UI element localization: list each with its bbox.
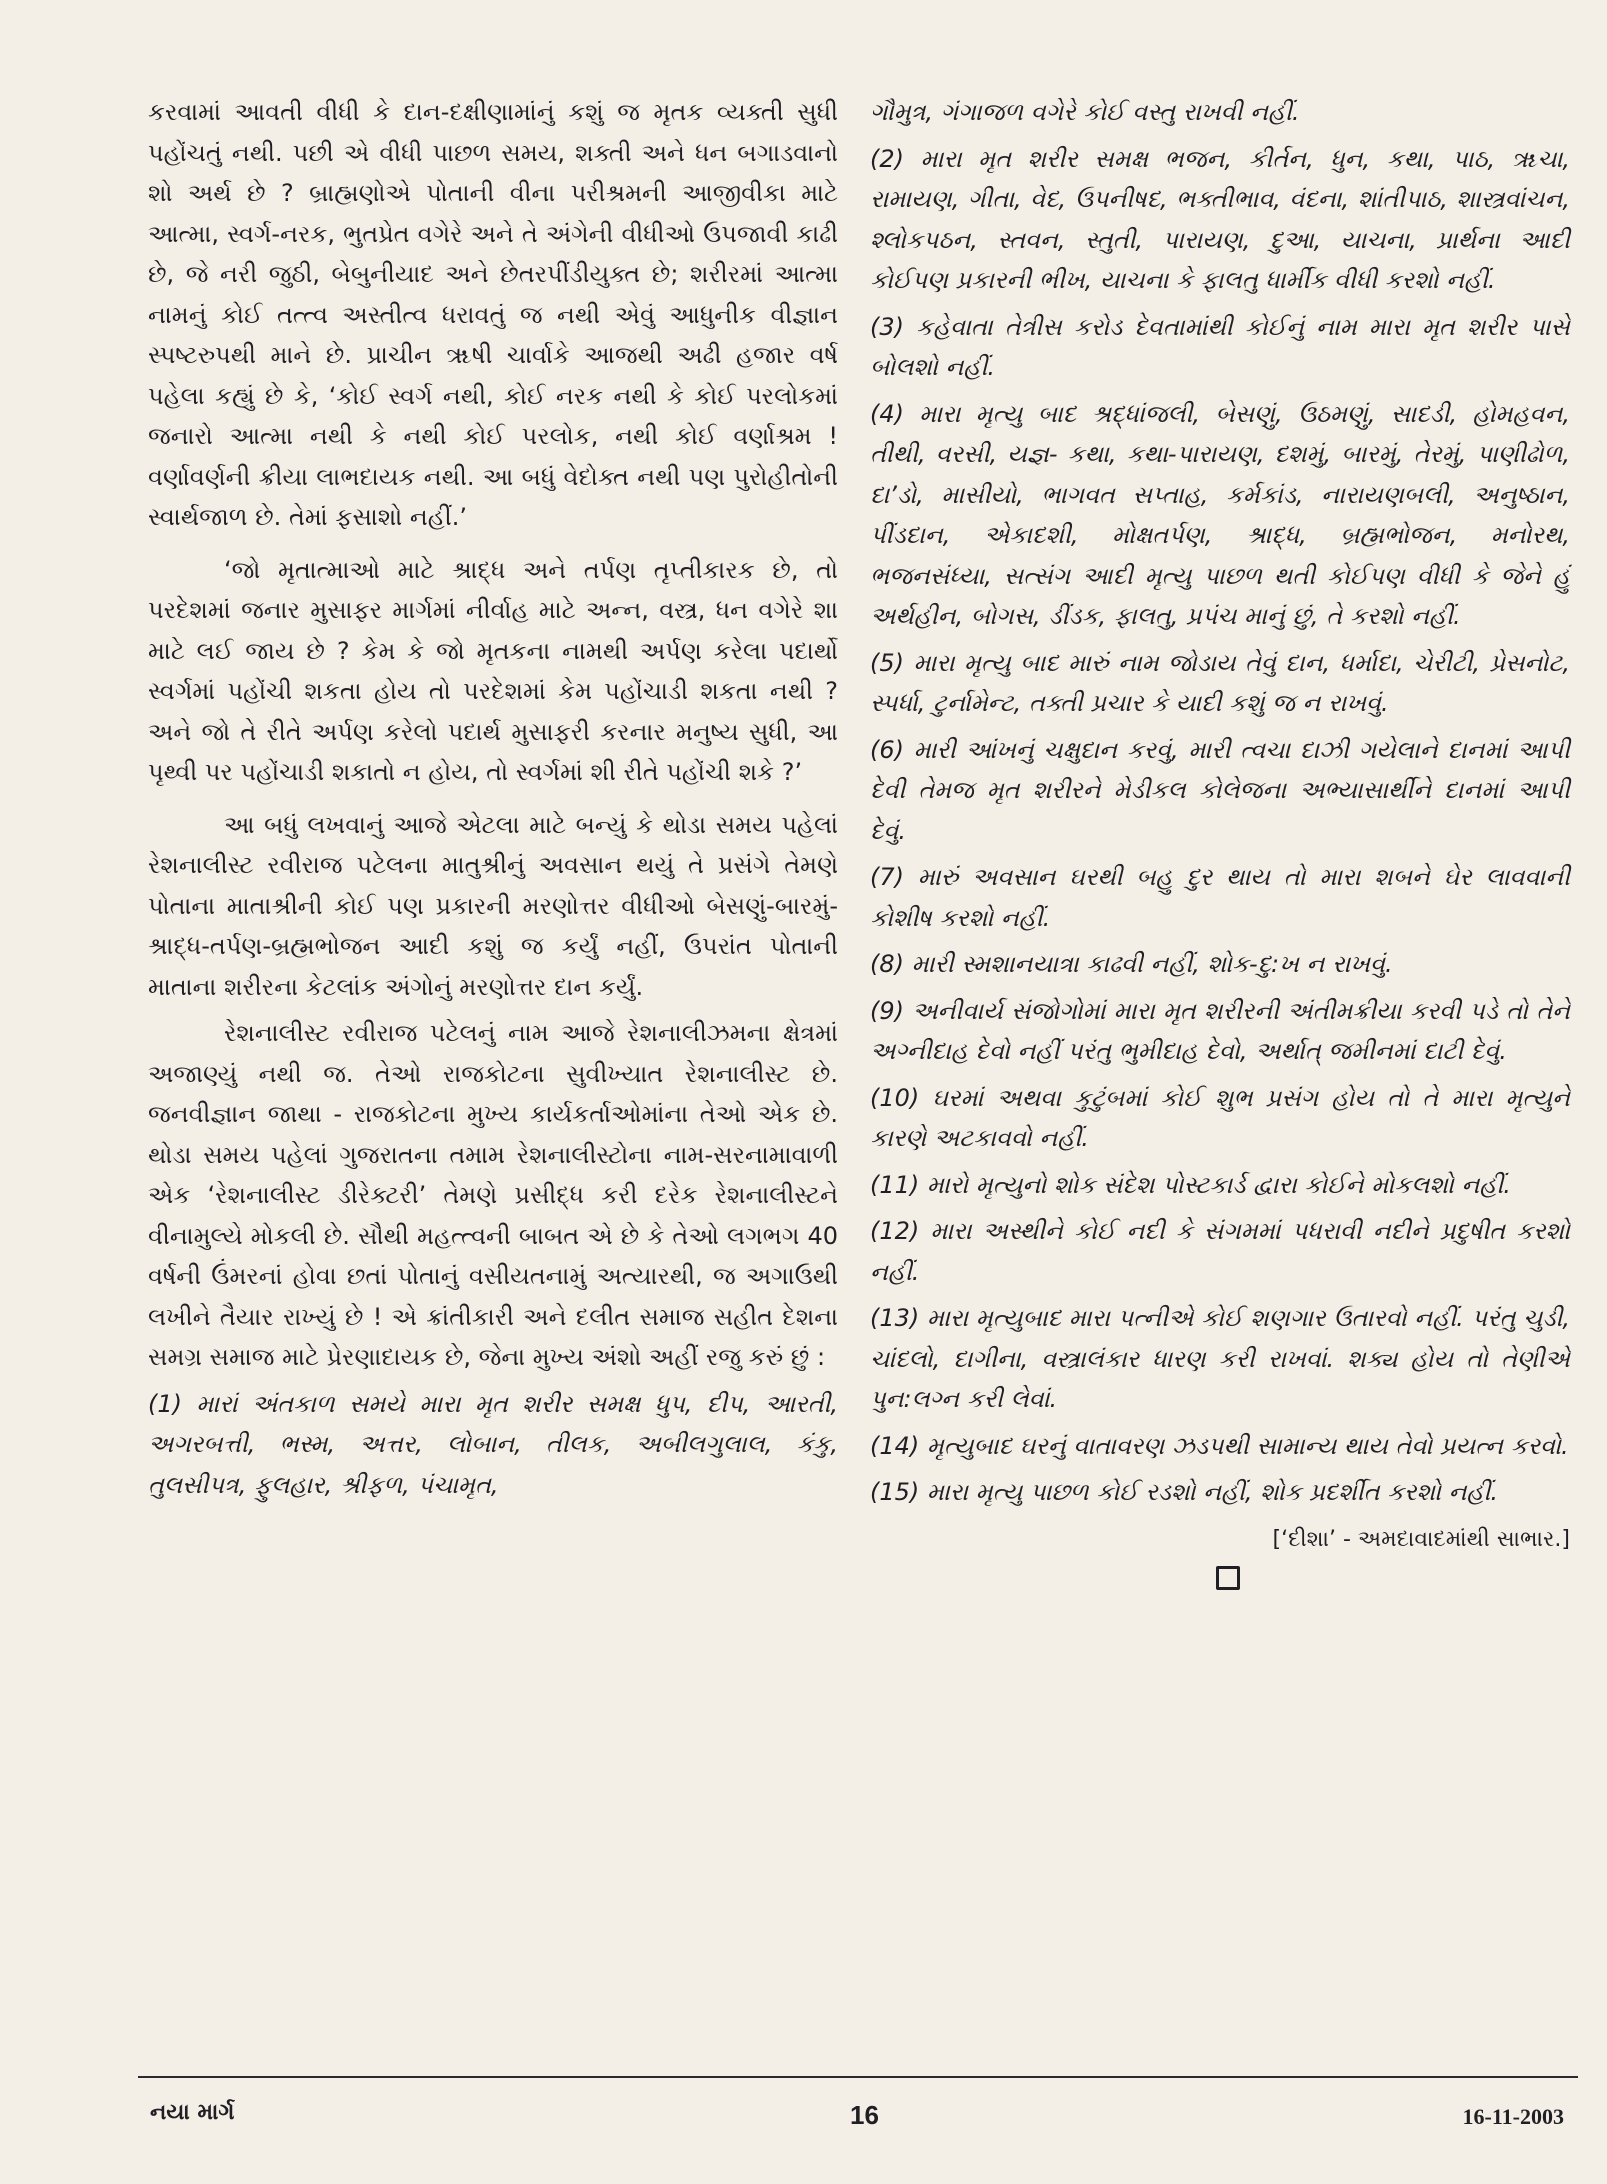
- will-item: (1) મારાં અંતકાળ સમયે મારા મૃત શરીર સમક્ષ ધુપ, દીપ, આરતી, અગરબત્તી, ભસ્મ, અત્તર, લોબાન, તીલક, અબીલગુલાલ, કંકુ, તુલસીપત્ર, ફુલહાર, શ્રીફળ, પંચામૃત,: [148, 1389, 838, 1499]
- will-item: (15) મારા મૃત્યુ પાછળ કોઈ રડશો નહીં, શોક પ્રદર્શીત કરશો નહીં.: [870, 1478, 1499, 1506]
- will-item: (13) મારા મૃત્યુબાદ મારા પત્નીએ કોઈ શણગાર ઉતારવો નહીં. પરંતુ ચુડી, ચાંદલો, દાગીના, વસ્ત્રાલંકાર ધારણ કરી રાખવાં. શક્ય હોય તો તેણીએ પુન:લગ્ન કરી લેવાં.: [870, 1304, 1570, 1413]
- will-item: (7) મારું અવસાન ઘરથી બહુ દુર થાય તો મારા શબને ઘેર લાવવાની કોશીષ કરશો નહીં.: [870, 863, 1570, 932]
- will-item: (8) મારી સ્મશાનયાત્રા કાઢવી નહીં, શોક-દુ:ખ ન રાખવું.: [870, 950, 1393, 978]
- end-of-article-box-icon: [1216, 1566, 1240, 1590]
- will-item: (9) અનીવાર્ય સંજોગોમાં મારા મૃત શરીરની અંતીમક્રીયા કરવી પડે તો તેને અગ્નીદાહ દેવો નહીં પરંતુ ભુમીદાહ દેવો, અર્થાત્ જમીનમાં દાટી દેવું.: [870, 996, 1570, 1065]
- right-column: [870, 92, 1570, 1590]
- issue-date: 16-11-2003: [1462, 2104, 1564, 2129]
- paragraph: રેશનાલીસ્ટ રવીરાજ પટેલનું નામ આજે રેશનાલીઝમના ક્ષેત્રમાં અજાણ્યું નથી જ. તેઓ રાજકોટના સુવીખ્યાત રેશનાલીસ્ટ છે. જનવીજ્ઞાન જાથા - રાજકોટના મુખ્ય કાર્યકર્તાઓમાંના તેઓ એક છે. થોડા સમય પહેલાં ગુજરાતના તમામ રેશનાલીસ્ટોના નામ-સરનામાવાળી એક ‘રેશનાલીસ્ટ ડીરેક્ટરી’ તેમણે પ્રસીદ્ધ કરી દરેક રેશનાલીસ્ટને વીનામુલ્યે મોકલી છે. સૌથી મહત્ત્વની બાબત એ છે કે તેઓ લગભગ 40 વર્ષની ઉંમરનાં હોવા છતાં પોતાનું વસીયતનામું અત્યારથી, જ અગાઉથી લખીને તૈયાર રાખ્યું છે ! એ ક્રાંતીકારી અને દલીત સમાજ સહીત દેશના સમગ્ર સમાજ માટે પ્રેરણાદાયક છે, જેના મુખ્ય અંશો અહીં રજુ કરું છું :: [148, 1019, 838, 1371]
- will-item: (12) મારા અસ્થીને કોઈ નદી કે સંગમમાં પધરાવી નદીને પ્રદુષીત કરશો નહીં.: [870, 1217, 1570, 1286]
- will-item: (5) મારા મૃત્યુ બાદ મારું નામ જોડાય તેવું દાન, ધર્માદા, ચેરીટી, પ્રેસનોટ, સ્પર્ધા, ટુર્નામેન્ટ, તક્તી પ્રચાર કે યાદી કશું જ ન રાખવું.: [870, 648, 1570, 717]
- will-item: (6) મારી આંખનું ચક્ષુદાન કરવું, મારી ત્વચા દાઝી ગયેલાને દાનમાં આપી દેવી તેમજ મૃત શરીરને મેડીકલ કોલેજના અભ્યાસાર્થીને દાનમાં આપી દેવું.: [870, 735, 1570, 845]
- will-item: (11) મારો મૃત્યુનો શોક સંદેશ પોસ્ટકાર્ડ દ્વારા કોઈને મોકલશો નહીં.: [870, 1170, 1511, 1199]
- paragraph: આ બધું લખવાનું આજે એટલા માટે બન્યું કે થોડા સમય પહેલાં રેશનાલીસ્ટ રવીરાજ પટેલના માતુશ્રીનું અવસાન થયું તે પ્રસંગે તેમણે પોતાના માતાશ્રીની કોઈ પણ પ્રકારની મરણોત્તર વીધીઓ બેસણું-બારમું-શ્રાદ્ધ-તર્પણ-બ્રહ્મભોજન આદી કશું જ કર્યું નહીં, ઉપરાંત પોતાની માતાના શરીરના કેટલાંક અંગોનું મરણોત્તર દાન કર્યું.: [148, 810, 838, 1001]
- will-item: (2) મારા મૃત શરીર સમક્ષ ભજન, કીર્તન, ધુન, કથા, પાઠ, ૠચા, રામાયણ, ગીતા, વેદ, ઉપનીષદ, ભક્તીભાવ, વંદના, શાંતીપાઠ, શાસ્ત્રવાંચન, શ્લોકપઠન, સ્તવન, સ્તુતી, પારાયણ, દુઆ, યાચના, પ્રાર્થના આદી કોઈપણ પ્રકારની ભીખ, યાચના કે ફાલતુ ધાર્મીક વીધી કરશો નહીં.: [870, 144, 1570, 294]
- will-item: (10) ઘરમાં અથવા કુટુંબમાં કોઈ શુભ પ્રસંગ હોય તો તે મારા મૃત્યુને કારણે અટકાવવો નહીં.: [870, 1083, 1570, 1152]
- will-item-continued: ગૌમુત્ર, ગંગાજળ વગેરે કોઈ વસ્તુ રાખવી નહીં.: [870, 98, 1300, 126]
- will-item: (14) મૃત્યુબાદ ઘરનું વાતાવરણ ઝડપથી સામાન્ય થાય તેવો પ્રયત્ન કરવો.: [870, 1431, 1569, 1460]
- paragraph: ‘જો મૃતાત્માઓ માટે શ્રાદ્ધ અને તર્પણ તૃપ્તીકારક છે, તો પરદેશમાં જનાર મુસાફર માર્ગમાં નીર્વાહ માટે અન્ન, વસ્ત્ર, ધન વગેરે શા માટે લઈ જાય છે ? કેમ કે જો મૃતકના નામથી અર્પણ કરેલા પદાર્થો સ્વર્ગમાં પહોંચી શકતા હોય તો પરદેશમાં કેમ પહોંચાડી શકતા નથી ? અને જો તે રીતે અર્પણ કરેલો પદાર્થ મુસાફરી કરનાર મનુષ્ય સુધી, આ પૃથ્વી પર પહોંચાડી શકાતો ન હોય, તો સ્વર્ગમાં શી રીતે પહોંચી શકે ?’: [148, 555, 838, 786]
- footer-divider: [138, 2076, 1578, 2078]
- paragraph: કરવામાં આવતી વીધી કે દાન-દક્ષીણામાંનું કશું જ મૃતક વ્યક્તી સુધી પહોંચતું નથી. પછી એ વીધી પાછળ સમય, શક્તી અને ધન બગાડવાનો શો અર્થ છે ? બ્રાહ્મણોએ પોતાની વીના પરીશ્રમની આજીવીકા માટે આત્મા, સ્વર્ગ-નરક, ભુતપ્રેત વગેરે અને તે અંગેની વીધીઓ ઉપજાવી કાઢી છે, જે નરી જુઠી, બેબુનીયાદ અને છેતરપીંડીયુક્ત છે; શરીરમાં આત્મા નામનું કોઈ તત્ત્વ અસ્તીત્વ ધરાવતું જ નથી એવું આધુનીક વીજ્ઞાન સ્પષ્ટરુપથી માને છે. પ્રાચીન ૠષી ચાર્વાકે આજથી અઢી હજાર વર્ષ પહેલા કહ્યું છે કે, ‘કોઈ સ્વર્ગ નથી, કોઈ નરક નથી કે કોઈ પરલોકમાં જનારો આત્મા નથી કે નથી કોઈ પરલોક, નથી કોઈ વર્ણાશ્રમ ! વર્ણાવર્ણની ક્રીયા લાભદાયક નથી. આ બધું વેદોક્ત નથી પણ પુરોહીતોની સ્વાર્થજાળ છે. તેમાં ફસાશો નહીં.’: [148, 98, 838, 531]
- magazine-name: નયા માર્ગ: [150, 2100, 235, 2125]
- will-item: (3) કહેવાતા તેત્રીસ કરોડ દેવતામાંથી કોઈનું નામ મારા મૃત શરીર પાસે બોલશો નહીં.: [870, 312, 1570, 381]
- page-number: 16: [850, 2100, 879, 2130]
- will-item: (4) મારા મૃત્યુ બાદ શ્રદ્ધાંજલી, બેસણું, ઉઠમણું, સાદડી, હોમહવન, તીથી, વરસી, યજ્ઞ- કથા, કથા-પારાયણ, દશમું, બારમું, તેરમું, પાણીઢોળ, દા’ડો, માસીયો, ભાગવત સપ્તાહ, કર્મકાંડ, નારાયણબલી, અનુષ્ઠાન, પીંડદાન, એકાદશી, મોક્ષતર્પણ, શ્રાદ્ધ, બ્રહ્મભોજન, મનોરથ, ભજનસંધ્યા, સત્સંગ આદી મૃત્યુ પાછળ થતી કોઈપણ વીધી કે જેને હું અર્થહીન, બોગસ, ડીંડક, ફાલતુ, પ્રપંચ માનું છું, તે કરશો નહીં.: [870, 399, 1570, 630]
- left-column: [148, 92, 838, 1511]
- page-footer: [138, 2100, 1578, 2140]
- source-credit: [‘દીશા’ - અમદાવાદમાંથી સાભાર.]: [1272, 1526, 1570, 1552]
